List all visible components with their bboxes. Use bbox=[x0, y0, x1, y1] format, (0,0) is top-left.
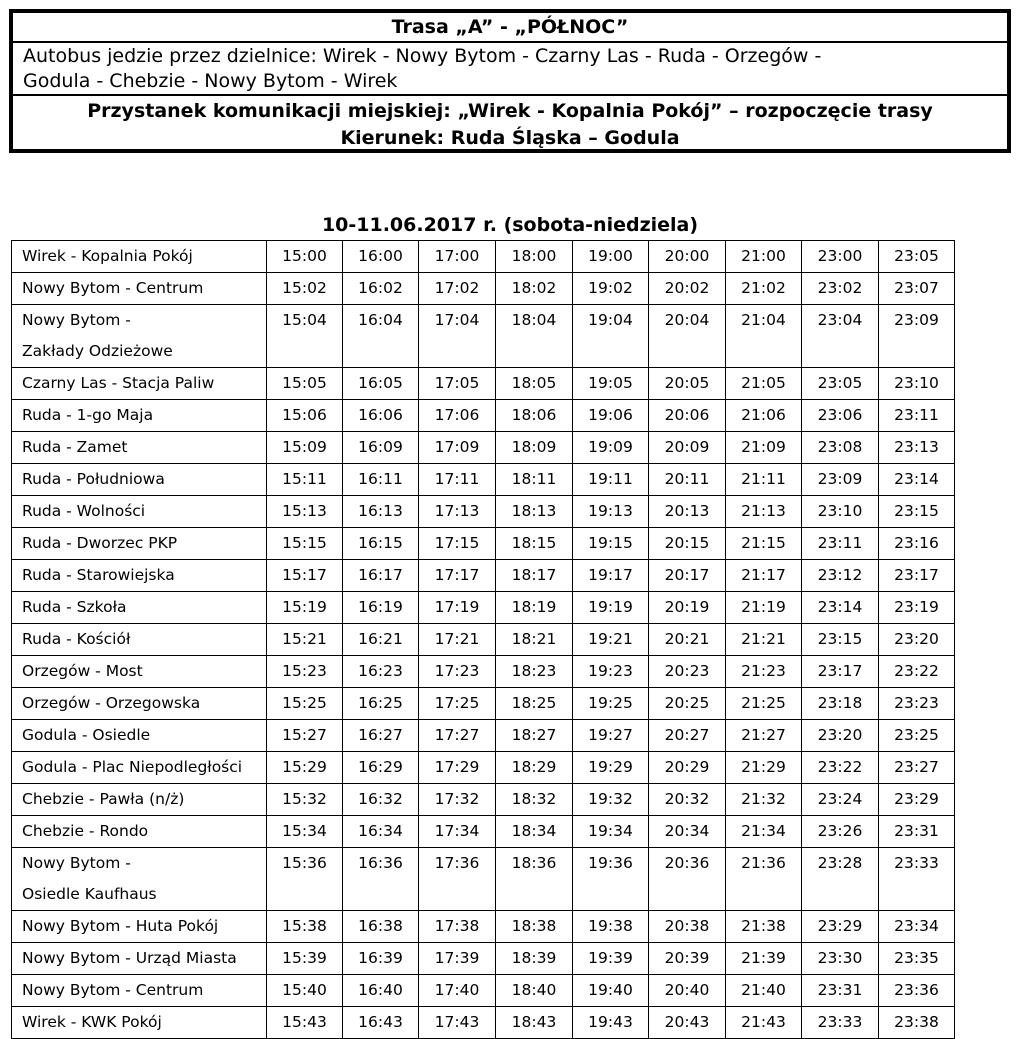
departure-time-cell: 15:23 bbox=[267, 656, 343, 688]
departure-time-cell: 15:25 bbox=[267, 688, 343, 720]
departure-time-cell: 18:04 bbox=[496, 305, 573, 368]
departure-time-cell: 18:40 bbox=[496, 975, 573, 1007]
departure-time-cell: 16:29 bbox=[343, 752, 419, 784]
departure-time-cell: 18:32 bbox=[496, 784, 573, 816]
table-row bbox=[12, 1007, 955, 1039]
stop-name-cell bbox=[12, 848, 267, 911]
departure-time-cell: 15:38 bbox=[267, 911, 343, 943]
departure-time-cell: 17:00 bbox=[419, 241, 496, 273]
departure-time-cell: 23:20 bbox=[879, 624, 955, 656]
stop-name-line: Wirek - Kopalnia Pokój bbox=[22, 247, 193, 265]
departure-time-cell: 23:31 bbox=[879, 816, 955, 848]
departure-time-cell: 23:14 bbox=[879, 464, 955, 496]
departure-time-cell: 18:00 bbox=[496, 241, 573, 273]
departure-time-cell: 16:15 bbox=[343, 528, 419, 560]
departure-time-cell: 23:34 bbox=[879, 911, 955, 943]
departure-time-cell: 15:29 bbox=[267, 752, 343, 784]
departure-time-cell: 17:38 bbox=[419, 911, 496, 943]
stop-name-cell bbox=[12, 624, 267, 656]
table-row bbox=[12, 816, 955, 848]
stop-name-cell bbox=[12, 368, 267, 400]
departure-time-cell: 17:27 bbox=[419, 720, 496, 752]
departure-time-cell: 15:11 bbox=[267, 464, 343, 496]
direction-line: Kierunek: Ruda Śląska – Godula bbox=[340, 127, 680, 149]
table-row bbox=[12, 720, 955, 752]
departure-time-cell: 15:09 bbox=[267, 432, 343, 464]
table-row bbox=[12, 848, 955, 911]
departure-time-cell: 21:21 bbox=[726, 624, 802, 656]
departure-time-cell: 19:00 bbox=[573, 241, 649, 273]
departure-time-cell: 21:00 bbox=[726, 241, 802, 273]
table-row bbox=[12, 656, 955, 688]
departure-time-cell: 23:35 bbox=[879, 943, 955, 975]
departure-time-cell: 19:29 bbox=[573, 752, 649, 784]
departure-time-cell: 23:29 bbox=[879, 784, 955, 816]
stop-name-line: Orzegów - Most bbox=[22, 662, 143, 680]
table-row bbox=[12, 464, 955, 496]
departure-time-cell: 15:36 bbox=[267, 848, 343, 911]
departure-time-cell: 19:40 bbox=[573, 975, 649, 1007]
stop-name-cell bbox=[12, 943, 267, 975]
table-row bbox=[12, 528, 955, 560]
departure-time-cell: 23:04 bbox=[802, 305, 879, 368]
departure-time-cell: 23:28 bbox=[802, 848, 879, 911]
route-header-box bbox=[9, 9, 1011, 153]
departure-time-cell: 17:15 bbox=[419, 528, 496, 560]
departure-time-cell: 19:02 bbox=[573, 273, 649, 305]
departure-time-cell: 15:32 bbox=[267, 784, 343, 816]
departure-time-cell: 19:34 bbox=[573, 816, 649, 848]
table-row bbox=[12, 241, 955, 273]
departure-time-cell: 20:32 bbox=[649, 784, 726, 816]
departure-time-cell: 23:17 bbox=[879, 560, 955, 592]
departure-time-cell: 16:32 bbox=[343, 784, 419, 816]
stop-name-line: Wirek - KWK Pokój bbox=[22, 1013, 162, 1031]
departure-time-cell: 20:34 bbox=[649, 816, 726, 848]
table-row bbox=[12, 560, 955, 592]
departure-time-cell: 23:10 bbox=[802, 496, 879, 528]
departure-time-cell: 23:20 bbox=[802, 720, 879, 752]
departure-time-cell: 15:15 bbox=[267, 528, 343, 560]
departure-time-cell: 23:00 bbox=[802, 241, 879, 273]
departure-time-cell: 18:39 bbox=[496, 943, 573, 975]
departure-time-cell: 18:27 bbox=[496, 720, 573, 752]
departure-time-cell: 16:40 bbox=[343, 975, 419, 1007]
departure-time-cell: 18:23 bbox=[496, 656, 573, 688]
departure-time-cell: 16:39 bbox=[343, 943, 419, 975]
departure-time-cell: 15:43 bbox=[267, 1007, 343, 1039]
table-row bbox=[12, 752, 955, 784]
departure-time-cell: 17:34 bbox=[419, 816, 496, 848]
route-districts-line2: Godula - Chebzie - Nowy Bytom - Wirek bbox=[23, 70, 398, 92]
departure-time-cell: 23:16 bbox=[879, 528, 955, 560]
departure-time-cell: 19:43 bbox=[573, 1007, 649, 1039]
departure-time-cell: 21:39 bbox=[726, 943, 802, 975]
route-districts-line1: Autobus jedzie przez dzielnice: Wirek - Nowy Bytom - Czarny Las - Ruda - Orzegów - bbox=[23, 45, 822, 67]
departure-time-cell: 19:39 bbox=[573, 943, 649, 975]
departure-time-cell: 23:18 bbox=[802, 688, 879, 720]
stop-name-line: Nowy Bytom - Centrum bbox=[22, 279, 204, 297]
stop-name-line: Ruda - Wolności bbox=[22, 502, 146, 520]
departure-time-cell: 15:40 bbox=[267, 975, 343, 1007]
departure-time-cell: 23:25 bbox=[879, 720, 955, 752]
date-heading: 10-11.06.2017 r. (sobota-niedziela) bbox=[321, 214, 699, 236]
table-row bbox=[12, 305, 955, 368]
departure-time-cell: 19:25 bbox=[573, 688, 649, 720]
table-row bbox=[12, 784, 955, 816]
departure-time-cell: 19:11 bbox=[573, 464, 649, 496]
departure-time-cell: 16:23 bbox=[343, 656, 419, 688]
departure-time-cell: 18:29 bbox=[496, 752, 573, 784]
departure-time-cell: 23:22 bbox=[879, 656, 955, 688]
departure-time-cell: 23:31 bbox=[802, 975, 879, 1007]
departure-time-cell: 20:19 bbox=[649, 592, 726, 624]
departure-time-cell: 20:38 bbox=[649, 911, 726, 943]
departure-time-cell: 17:36 bbox=[419, 848, 496, 911]
stop-name-line: Ruda - Zamet bbox=[22, 438, 128, 456]
stop-name-cell bbox=[12, 305, 267, 368]
departure-time-cell: 19:21 bbox=[573, 624, 649, 656]
departure-time-cell: 21:40 bbox=[726, 975, 802, 1007]
departure-time-cell: 18:11 bbox=[496, 464, 573, 496]
stop-name-cell bbox=[12, 720, 267, 752]
departure-time-cell: 23:10 bbox=[879, 368, 955, 400]
departure-time-cell: 17:23 bbox=[419, 656, 496, 688]
start-stop-line: Przystanek komunikacji miejskiej: „Wirek - Kopalnia Pokój” – rozpoczęcie trasy bbox=[87, 100, 933, 122]
departure-time-cell: 20:21 bbox=[649, 624, 726, 656]
stop-name-line: Osiedle Kaufhaus bbox=[22, 885, 157, 903]
departure-time-cell: 19:13 bbox=[573, 496, 649, 528]
departure-time-cell: 23:15 bbox=[802, 624, 879, 656]
stop-name-line: Nowy Bytom - bbox=[22, 854, 131, 872]
departure-time-cell: 18:38 bbox=[496, 911, 573, 943]
departure-time-cell: 23:11 bbox=[802, 528, 879, 560]
stop-name-cell bbox=[12, 496, 267, 528]
stop-name-cell bbox=[12, 911, 267, 943]
departure-time-cell: 21:38 bbox=[726, 911, 802, 943]
departure-time-cell: 20:13 bbox=[649, 496, 726, 528]
departure-time-cell: 18:13 bbox=[496, 496, 573, 528]
table-row bbox=[12, 432, 955, 464]
table-row bbox=[12, 273, 955, 305]
departure-time-cell: 23:07 bbox=[879, 273, 955, 305]
departure-time-cell: 17:43 bbox=[419, 1007, 496, 1039]
stop-name-line: Ruda - Dworzec PKP bbox=[22, 534, 178, 552]
departure-time-cell: 15:39 bbox=[267, 943, 343, 975]
departure-time-cell: 23:33 bbox=[802, 1007, 879, 1039]
departure-time-cell: 17:39 bbox=[419, 943, 496, 975]
departure-time-cell: 16:25 bbox=[343, 688, 419, 720]
departure-time-cell: 18:17 bbox=[496, 560, 573, 592]
departure-time-cell: 21:02 bbox=[726, 273, 802, 305]
departure-time-cell: 15:02 bbox=[267, 273, 343, 305]
departure-time-cell: 23:27 bbox=[879, 752, 955, 784]
table-row bbox=[12, 975, 955, 1007]
departure-time-cell: 23:22 bbox=[802, 752, 879, 784]
departure-time-cell: 20:11 bbox=[649, 464, 726, 496]
departure-time-cell: 17:09 bbox=[419, 432, 496, 464]
departure-time-cell: 19:32 bbox=[573, 784, 649, 816]
departure-time-cell: 15:13 bbox=[267, 496, 343, 528]
departure-time-cell: 21:36 bbox=[726, 848, 802, 911]
stop-name-line: Ruda - 1-go Maja bbox=[22, 406, 154, 424]
departure-time-cell: 21:15 bbox=[726, 528, 802, 560]
departure-time-cell: 21:11 bbox=[726, 464, 802, 496]
departure-time-cell: 16:38 bbox=[343, 911, 419, 943]
stop-name-line: Czarny Las - Stacja Paliw bbox=[22, 374, 215, 392]
stop-name-cell bbox=[12, 432, 267, 464]
departure-time-cell: 20:29 bbox=[649, 752, 726, 784]
departure-time-cell: 16:00 bbox=[343, 241, 419, 273]
departure-time-cell: 16:43 bbox=[343, 1007, 419, 1039]
departure-time-cell: 15:27 bbox=[267, 720, 343, 752]
departure-time-cell: 23:09 bbox=[802, 464, 879, 496]
stop-name-line: Godula - Plac Niepodległości bbox=[22, 758, 243, 776]
departure-time-cell: 15:21 bbox=[267, 624, 343, 656]
departure-time-cell: 18:34 bbox=[496, 816, 573, 848]
stop-name-line: Godula - Osiedle bbox=[22, 726, 151, 744]
departure-time-cell: 20:05 bbox=[649, 368, 726, 400]
departure-time-cell: 17:11 bbox=[419, 464, 496, 496]
departure-time-cell: 16:19 bbox=[343, 592, 419, 624]
departure-time-cell: 17:32 bbox=[419, 784, 496, 816]
departure-time-cell: 23:23 bbox=[879, 688, 955, 720]
departure-time-cell: 21:23 bbox=[726, 656, 802, 688]
departure-time-cell: 21:29 bbox=[726, 752, 802, 784]
departure-time-cell: 16:09 bbox=[343, 432, 419, 464]
departure-time-cell: 16:13 bbox=[343, 496, 419, 528]
stop-name-line: Ruda - Południowa bbox=[22, 470, 165, 488]
departure-time-cell: 20:23 bbox=[649, 656, 726, 688]
departure-time-cell: 23:38 bbox=[879, 1007, 955, 1039]
stop-name-line: Chebzie - Pawła (n/ż) bbox=[22, 790, 185, 808]
departure-time-cell: 19:17 bbox=[573, 560, 649, 592]
route-start-stop bbox=[13, 96, 1007, 152]
departure-time-cell: 18:02 bbox=[496, 273, 573, 305]
departure-time-cell: 19:38 bbox=[573, 911, 649, 943]
stop-name-cell bbox=[12, 784, 267, 816]
departure-time-cell: 20:02 bbox=[649, 273, 726, 305]
departure-time-cell: 20:04 bbox=[649, 305, 726, 368]
table-row bbox=[12, 368, 955, 400]
departure-time-cell: 21:05 bbox=[726, 368, 802, 400]
departure-time-cell: 23:14 bbox=[802, 592, 879, 624]
departure-time-cell: 16:27 bbox=[343, 720, 419, 752]
departure-time-cell: 23:19 bbox=[879, 592, 955, 624]
departure-time-cell: 16:06 bbox=[343, 400, 419, 432]
departure-time-cell: 17:04 bbox=[419, 305, 496, 368]
departure-time-cell: 20:15 bbox=[649, 528, 726, 560]
stop-name-cell bbox=[12, 560, 267, 592]
departure-time-cell: 16:02 bbox=[343, 273, 419, 305]
stop-name-cell bbox=[12, 752, 267, 784]
departure-time-cell: 15:34 bbox=[267, 816, 343, 848]
departure-time-cell: 19:36 bbox=[573, 848, 649, 911]
departure-time-cell: 23:15 bbox=[879, 496, 955, 528]
departure-time-cell: 23:13 bbox=[879, 432, 955, 464]
departure-time-cell: 17:06 bbox=[419, 400, 496, 432]
departure-time-cell: 21:34 bbox=[726, 816, 802, 848]
departure-time-cell: 18:21 bbox=[496, 624, 573, 656]
departure-time-cell: 21:04 bbox=[726, 305, 802, 368]
departure-time-cell: 17:40 bbox=[419, 975, 496, 1007]
departure-time-cell: 21:09 bbox=[726, 432, 802, 464]
stop-name-cell bbox=[12, 400, 267, 432]
departure-time-cell: 21:32 bbox=[726, 784, 802, 816]
stop-name-line: Nowy Bytom - Huta Pokój bbox=[22, 917, 219, 935]
departure-time-cell: 18:06 bbox=[496, 400, 573, 432]
departure-time-cell: 17:21 bbox=[419, 624, 496, 656]
departure-time-cell: 21:19 bbox=[726, 592, 802, 624]
stop-name-line: Nowy Bytom - bbox=[22, 311, 131, 329]
stop-name-cell bbox=[12, 592, 267, 624]
departure-time-cell: 19:19 bbox=[573, 592, 649, 624]
table-row bbox=[12, 624, 955, 656]
table-row bbox=[12, 400, 955, 432]
table-row bbox=[12, 592, 955, 624]
departure-time-cell: 23:30 bbox=[802, 943, 879, 975]
departure-time-cell: 19:04 bbox=[573, 305, 649, 368]
departure-time-cell: 18:43 bbox=[496, 1007, 573, 1039]
departure-time-cell: 20:40 bbox=[649, 975, 726, 1007]
departure-time-cell: 23:26 bbox=[802, 816, 879, 848]
departure-time-cell: 17:17 bbox=[419, 560, 496, 592]
stop-name-cell bbox=[12, 975, 267, 1007]
departure-time-cell: 15:17 bbox=[267, 560, 343, 592]
stop-name-cell bbox=[12, 816, 267, 848]
departure-time-cell: 15:04 bbox=[267, 305, 343, 368]
departure-time-cell: 19:23 bbox=[573, 656, 649, 688]
stop-name-line: Nowy Bytom - Urząd Miasta bbox=[22, 949, 237, 967]
departure-time-cell: 23:02 bbox=[802, 273, 879, 305]
stop-name-cell bbox=[12, 1007, 267, 1039]
stop-name-line: Nowy Bytom - Centrum bbox=[22, 981, 204, 999]
departure-time-cell: 23:09 bbox=[879, 305, 955, 368]
departure-time-cell: 21:25 bbox=[726, 688, 802, 720]
departure-time-cell: 16:21 bbox=[343, 624, 419, 656]
stop-name-cell bbox=[12, 688, 267, 720]
departure-time-cell: 18:19 bbox=[496, 592, 573, 624]
departure-time-cell: 16:05 bbox=[343, 368, 419, 400]
departure-time-cell: 19:05 bbox=[573, 368, 649, 400]
departure-time-cell: 23:11 bbox=[879, 400, 955, 432]
stop-name-cell bbox=[12, 528, 267, 560]
stop-name-line: Ruda - Kościół bbox=[22, 630, 131, 648]
departure-time-cell: 20:27 bbox=[649, 720, 726, 752]
departure-time-cell: 15:06 bbox=[267, 400, 343, 432]
departure-time-cell: 23:36 bbox=[879, 975, 955, 1007]
stop-name-line: Zakłady Odzieżowe bbox=[22, 342, 173, 360]
stop-name-cell bbox=[12, 273, 267, 305]
departure-time-cell: 23:12 bbox=[802, 560, 879, 592]
departure-time-cell: 18:09 bbox=[496, 432, 573, 464]
table-row bbox=[12, 688, 955, 720]
departure-time-cell: 15:00 bbox=[267, 241, 343, 273]
departure-time-cell: 17:25 bbox=[419, 688, 496, 720]
departure-time-cell: 23:08 bbox=[802, 432, 879, 464]
departure-time-cell: 16:34 bbox=[343, 816, 419, 848]
departure-time-cell: 20:06 bbox=[649, 400, 726, 432]
departure-time-cell: 17:19 bbox=[419, 592, 496, 624]
departure-time-cell: 19:15 bbox=[573, 528, 649, 560]
departure-time-cell: 20:39 bbox=[649, 943, 726, 975]
departure-time-cell: 18:36 bbox=[496, 848, 573, 911]
departure-time-cell: 20:36 bbox=[649, 848, 726, 911]
departure-time-cell: 20:09 bbox=[649, 432, 726, 464]
departure-time-cell: 21:43 bbox=[726, 1007, 802, 1039]
departure-time-cell: 16:04 bbox=[343, 305, 419, 368]
stop-name-cell bbox=[12, 241, 267, 273]
departure-time-cell: 16:17 bbox=[343, 560, 419, 592]
departure-time-cell: 21:06 bbox=[726, 400, 802, 432]
departure-time-cell: 17:13 bbox=[419, 496, 496, 528]
departure-time-cell: 18:05 bbox=[496, 368, 573, 400]
departure-time-cell: 16:36 bbox=[343, 848, 419, 911]
table-row bbox=[12, 496, 955, 528]
departure-time-cell: 15:19 bbox=[267, 592, 343, 624]
stop-name-line: Ruda - Starowiejska bbox=[22, 566, 175, 584]
departure-time-cell: 17:05 bbox=[419, 368, 496, 400]
departure-time-cell: 23:24 bbox=[802, 784, 879, 816]
departure-time-cell: 20:00 bbox=[649, 241, 726, 273]
stop-name-line: Chebzie - Rondo bbox=[22, 822, 149, 840]
departure-time-cell: 20:25 bbox=[649, 688, 726, 720]
departure-time-cell: 23:05 bbox=[802, 368, 879, 400]
stop-name-line: Orzegów - Orzegowska bbox=[22, 694, 201, 712]
departure-time-cell: 21:27 bbox=[726, 720, 802, 752]
route-title: Trasa „A” - „PÓŁNOC” bbox=[13, 13, 1007, 43]
departure-time-cell: 21:17 bbox=[726, 560, 802, 592]
stop-name-line: Ruda - Szkoła bbox=[22, 598, 127, 616]
stop-name-cell bbox=[12, 656, 267, 688]
departure-time-cell: 15:05 bbox=[267, 368, 343, 400]
departure-time-cell: 18:15 bbox=[496, 528, 573, 560]
departure-time-cell: 17:02 bbox=[419, 273, 496, 305]
departure-time-cell: 19:06 bbox=[573, 400, 649, 432]
departure-time-cell: 21:13 bbox=[726, 496, 802, 528]
departure-time-cell: 23:05 bbox=[879, 241, 955, 273]
timetable bbox=[11, 240, 955, 1039]
departure-time-cell: 17:29 bbox=[419, 752, 496, 784]
route-districts bbox=[13, 43, 1007, 96]
departure-time-cell: 18:25 bbox=[496, 688, 573, 720]
departure-time-cell: 19:09 bbox=[573, 432, 649, 464]
departure-time-cell: 20:43 bbox=[649, 1007, 726, 1039]
departure-time-cell: 23:33 bbox=[879, 848, 955, 911]
table-row bbox=[12, 911, 955, 943]
stop-name-cell bbox=[12, 464, 267, 496]
departure-time-cell: 20:17 bbox=[649, 560, 726, 592]
departure-time-cell: 23:06 bbox=[802, 400, 879, 432]
departure-time-cell: 23:29 bbox=[802, 911, 879, 943]
departure-time-cell: 16:11 bbox=[343, 464, 419, 496]
departure-time-cell: 19:27 bbox=[573, 720, 649, 752]
table-row bbox=[12, 943, 955, 975]
departure-time-cell: 23:17 bbox=[802, 656, 879, 688]
